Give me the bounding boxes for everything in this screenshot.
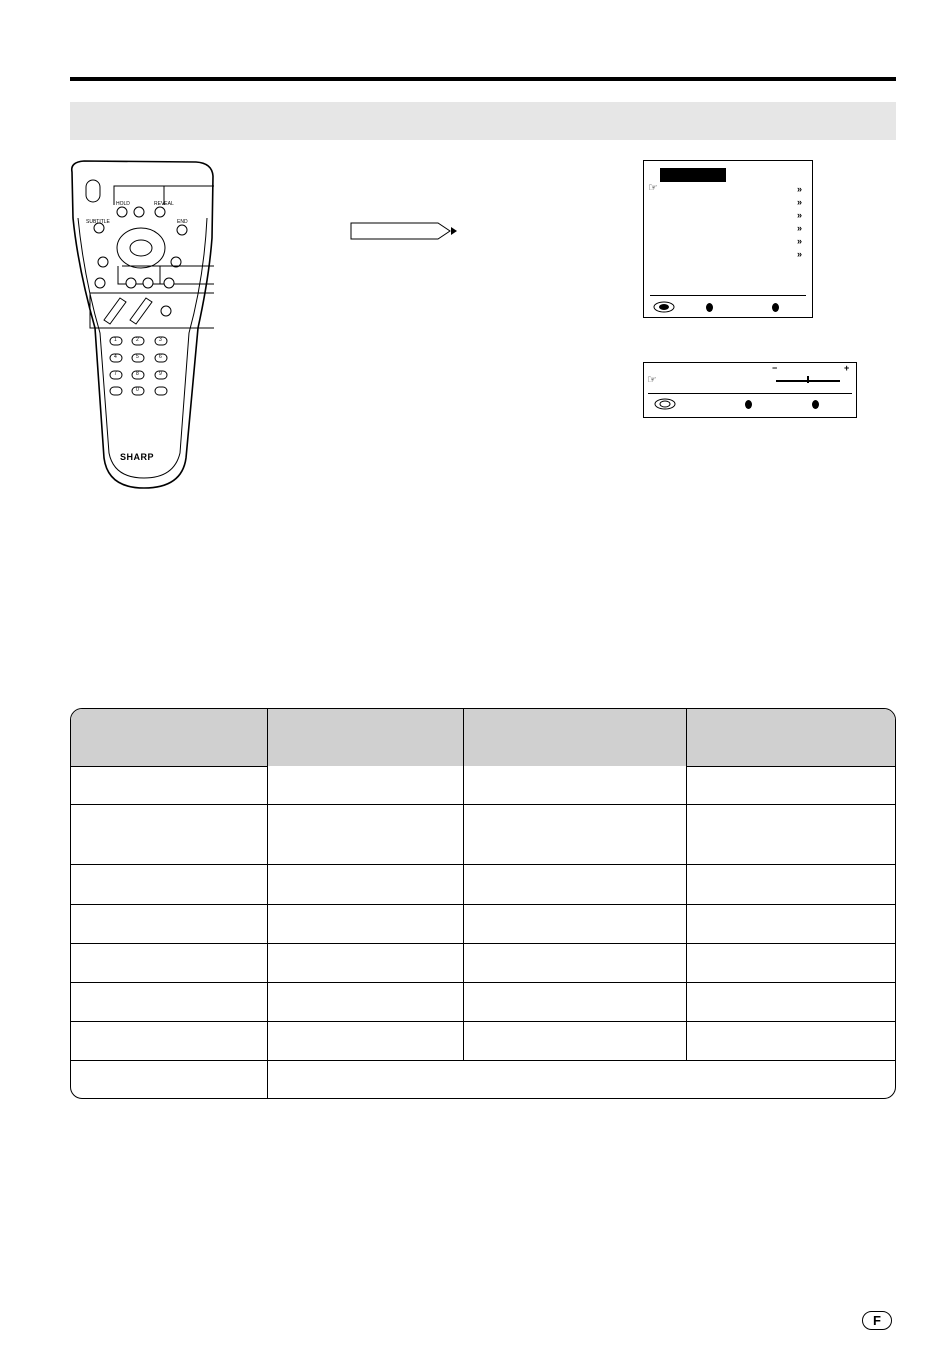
key-1: 1 xyxy=(114,337,117,343)
table-row-divider xyxy=(686,766,896,767)
table-row-divider xyxy=(71,766,267,767)
filled-dot-icon xyxy=(812,400,819,409)
filled-dot-icon xyxy=(772,303,779,312)
key-0: 0 xyxy=(136,387,139,393)
key-4: 4 xyxy=(114,354,117,360)
key-5: 5 xyxy=(136,354,139,360)
hold-button-label: HOLD xyxy=(116,201,130,207)
menu-footer-divider xyxy=(650,295,806,296)
double-chevron-icon: » xyxy=(796,184,802,194)
hand-pointer-icon: ☞ xyxy=(647,374,657,386)
table-row-divider xyxy=(71,1060,895,1061)
key-6: 6 xyxy=(159,354,162,360)
end-button-label: END xyxy=(177,219,188,225)
table-col-divider xyxy=(463,709,464,1060)
filled-dot-icon xyxy=(706,303,713,312)
table-row-divider xyxy=(71,982,895,983)
menu-screen xyxy=(643,160,813,318)
adjustment-bar-screen xyxy=(643,362,857,418)
table-row-divider xyxy=(71,904,895,905)
table-row-divider xyxy=(71,1021,895,1022)
sharp-logo: SHARP xyxy=(120,452,155,462)
top-rule xyxy=(70,77,896,81)
table-header-row xyxy=(71,709,895,766)
remote-outline-svg xyxy=(64,158,224,493)
key-3: 3 xyxy=(159,337,162,343)
minus-label: − xyxy=(772,363,778,373)
filled-dot-icon xyxy=(745,400,752,409)
section-header-band xyxy=(70,102,896,140)
key-7: 7 xyxy=(114,371,117,377)
hand-pointer-icon: ☞ xyxy=(648,182,658,194)
table-row-divider xyxy=(463,804,686,805)
double-chevron-icon: » xyxy=(796,249,802,259)
reveal-button-label: REVEAL xyxy=(154,201,174,207)
plus-label: + xyxy=(844,363,850,373)
key-2: 2 xyxy=(136,337,139,343)
arrow-box xyxy=(350,222,460,240)
page-language-badge: F xyxy=(862,1311,892,1330)
arrow-right-icon xyxy=(350,222,460,240)
table-row-divider xyxy=(686,804,896,805)
table-row-divider xyxy=(71,864,895,865)
table-row-divider xyxy=(71,804,267,805)
key-8: 8 xyxy=(136,371,139,377)
level-bar-center-mark xyxy=(807,376,809,383)
table-row-divider xyxy=(71,943,895,944)
key-9: 9 xyxy=(159,371,162,377)
table-col-divider xyxy=(686,709,687,1060)
menu-title-highlight xyxy=(660,168,726,182)
directional-pad-icon xyxy=(654,398,676,410)
double-chevron-icon: » xyxy=(796,210,802,220)
settings-table xyxy=(70,708,896,1099)
bar-footer-divider xyxy=(648,393,852,394)
subtitle-button-label: SUBTITLE xyxy=(86,219,110,225)
remote-control-illustration xyxy=(64,158,224,493)
double-chevron-icon: » xyxy=(796,236,802,246)
table-row-divider xyxy=(267,804,463,805)
double-chevron-icon: » xyxy=(796,197,802,207)
directional-pad-icon xyxy=(653,301,675,313)
double-chevron-icon: » xyxy=(796,223,802,233)
